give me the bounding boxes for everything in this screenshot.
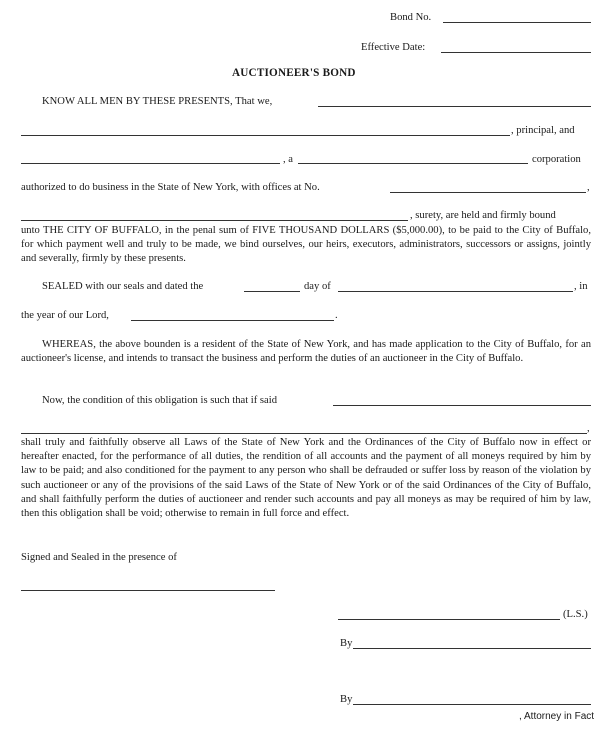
signed-text: Signed and Sealed in the presence of xyxy=(21,552,177,563)
authorized-comma: , xyxy=(587,182,590,193)
principal-name-field-2[interactable] xyxy=(21,433,587,434)
by-label-1: By xyxy=(340,638,353,649)
ls-text: (L.S.) xyxy=(563,609,588,620)
shall-paragraph: shall truly and faithfully observe all Laws of the State of New York and the Ordinances of the City of Buffalo now in effect or hereafter enacted, for the performance of all duties, the rendition of all accounts and the payment of all moneys required by him by law to be paid; and also conditioned for the payment to any person who shall be defrauded or suffer loss by reason of the violation by such auctioneer or any of the provisions of the said Laws of the State of New York or of the said Ordinances of the City of Buffalo, and shall faithfully perform the duties of auctioneer and render such accounts and pay all moneys as may be required of him by law, then this obligation shall be void; otherwise to remain in full force and effect. xyxy=(21,437,591,520)
now-text: Now, the condition of this obligation is such that if said xyxy=(42,395,277,406)
principal-and-text: , principal, and xyxy=(511,125,575,136)
whereas-paragraph: WHEREAS, the above bounden is a resident of the State of New York, and has made application to the City of Buffalo, for an auctioneer's license, and intends to transact the business and perform the duties of an auctioneer in the City of Buffalo. xyxy=(21,339,591,365)
bond-no-label: Bond No. xyxy=(390,12,432,23)
authorized-text: authorized to do business in the State of New York, with offices at No. xyxy=(21,182,320,193)
surety-text: , surety, are held and firmly bound xyxy=(410,210,556,221)
by-signature-field-1[interactable] xyxy=(353,648,591,649)
year-period: . xyxy=(335,310,338,321)
witness-signature-field[interactable] xyxy=(21,590,275,591)
by-label-2: By xyxy=(340,694,353,705)
year-text: the year of our Lord, xyxy=(21,310,109,321)
attorney-in-fact-text: , Attorney in Fact xyxy=(519,711,595,722)
office-address-field-2[interactable] xyxy=(21,220,408,221)
obligor-name-field[interactable] xyxy=(318,106,591,107)
year-field[interactable] xyxy=(131,320,334,321)
unto-paragraph: unto THE CITY OF BUFFALO, in the penal sum of FIVE THOUSAND DOLLARS ($5,000.00), to be paid to the City of Buffalo, for which payment well and truly to be made, we bind ourselves, our heirs, executors, administrators, successors or assigns, jointly and severally, firmly by these presents. xyxy=(21,225,591,265)
day-of-text: day of xyxy=(304,281,331,292)
effective-date-label: Effective Date: xyxy=(361,42,426,53)
by-signature-field-2[interactable] xyxy=(353,704,591,705)
know-all-text: KNOW ALL MEN BY THESE PRESENTS, That we, xyxy=(42,96,273,107)
office-address-field[interactable] xyxy=(390,192,586,193)
bond-no-field[interactable] xyxy=(443,22,591,23)
sealed-day-field[interactable] xyxy=(244,291,300,292)
in-text: , in xyxy=(574,281,588,292)
sealed-month-field[interactable] xyxy=(338,291,573,292)
a-text: , a xyxy=(283,154,293,165)
surety-name-field[interactable] xyxy=(21,163,280,164)
principal-signature-field[interactable] xyxy=(338,619,560,620)
corporation-text: corporation xyxy=(532,154,581,165)
sealed-text: SEALED with our seals and dated the xyxy=(42,281,204,292)
now-comma: , xyxy=(587,423,590,434)
document-title: AUCTIONEER'S BOND xyxy=(232,67,356,79)
effective-date-field[interactable] xyxy=(441,52,591,53)
corporation-state-field[interactable] xyxy=(298,163,528,164)
principal-field[interactable] xyxy=(21,135,510,136)
principal-name-field[interactable] xyxy=(333,405,591,406)
